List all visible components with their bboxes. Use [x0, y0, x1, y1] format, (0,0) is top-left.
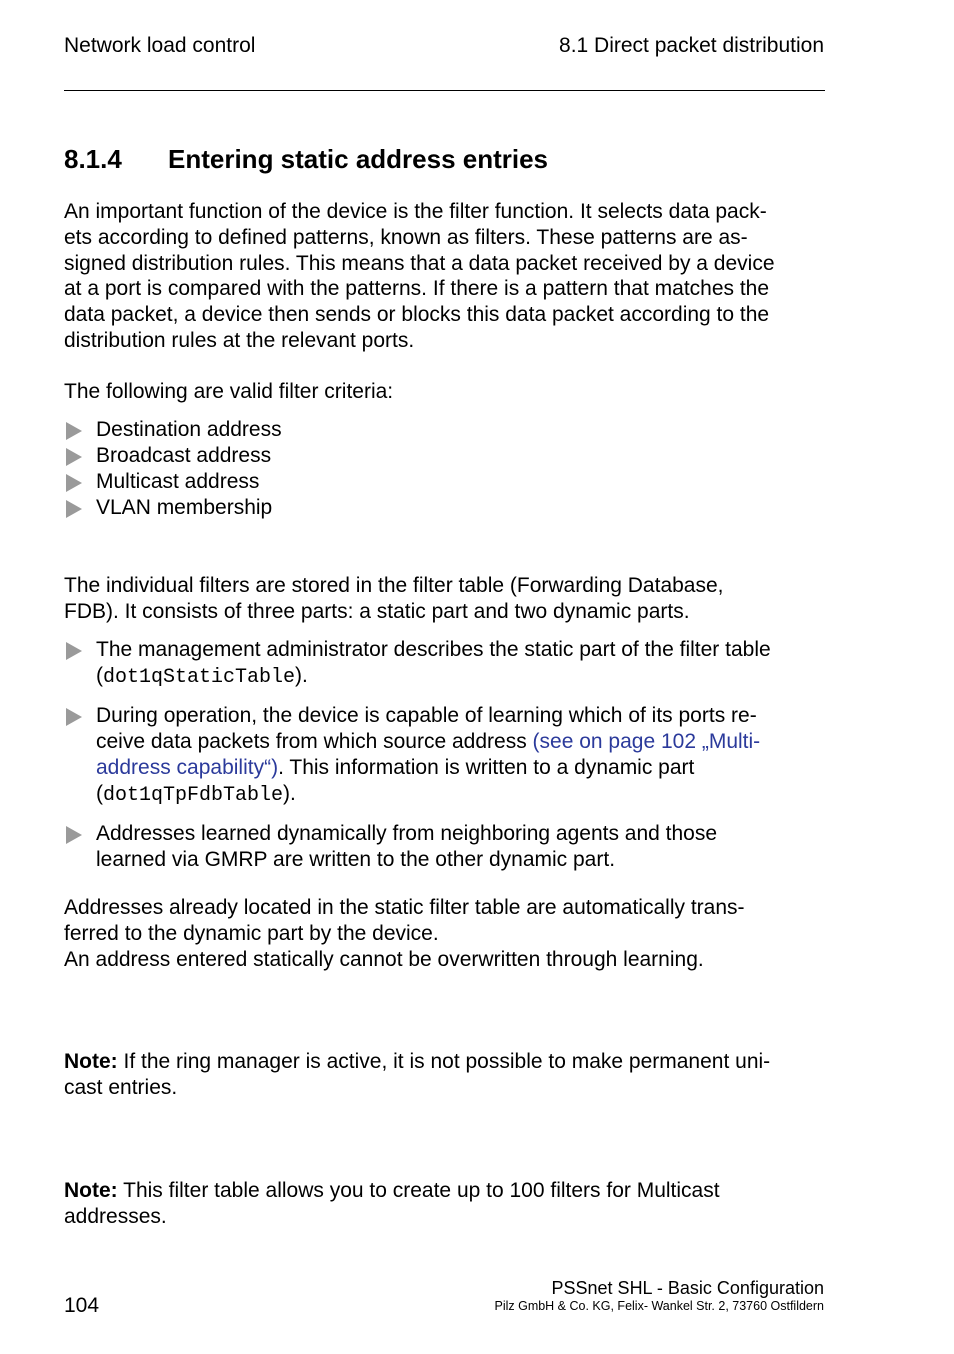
list-item: Destination address	[64, 417, 826, 443]
code-dot1qTpFdbTable: dot1qTpFdbTable	[103, 784, 284, 807]
bullet-triangle-icon	[66, 448, 82, 466]
bullet-triangle-icon	[66, 826, 82, 844]
list-item: Multicast address	[64, 469, 826, 495]
fdb-paragraph: The individual filters are stored in the filter table (Forwarding Database, FDB). It consists of three parts: a static part and two dynamic parts.	[64, 574, 724, 623]
note-label: Note:	[64, 1050, 118, 1073]
cross-reference-link[interactable]: (see on page 102 „Multi- address capability“)	[96, 730, 761, 779]
list-item: VLAN membership	[64, 495, 826, 521]
bullet-triangle-icon	[66, 422, 82, 440]
note-label: Note:	[64, 1179, 118, 1202]
intro-paragraph	[64, 199, 826, 354]
page-number: 104	[64, 1294, 100, 1317]
intro-line: distribution rules at the relevant ports.	[64, 328, 415, 352]
criteria-list	[64, 417, 826, 521]
intro-line: data packet, a device then sends or blocks this data packet according to the	[64, 303, 770, 327]
header-rule	[64, 90, 825, 91]
section-title: Entering static address entries	[168, 144, 549, 174]
bullet-triangle-icon	[66, 500, 82, 518]
footer-document-title: PSSnet SHL - Basic Configuration	[551, 1278, 824, 1298]
running-header-section: 8.1 Direct packet distribution	[559, 34, 824, 57]
bullet-triangle-icon	[66, 642, 82, 660]
criteria-intro: The following are valid filter criteria:	[64, 380, 394, 403]
transfer-paragraph: Addresses already located in the static filter table are automatically trans- ferred to the dynamic part by the device. An address entered statically cannot be overwritten through learning.	[64, 896, 745, 971]
section-number: 8.1.4	[64, 144, 122, 174]
list-item-static-part: The management administrator describes the static part of the filter table (dot1qStaticTable).	[64, 637, 826, 691]
footer-publisher-address: Pilz GmbH & Co. KG, Felix- Wankel Str. 2, 73760 Ostfildern	[494, 1299, 824, 1313]
fdb-parts-list	[64, 637, 826, 873]
intro-line: signed distribution rules. This means that a data packet received by a device	[64, 251, 775, 275]
bullet-triangle-icon	[66, 474, 82, 492]
bullet-triangle-icon	[66, 708, 82, 726]
note-ring-manager: Note: If the ring manager is active, it is not possible to make permanent uni- cast entries.	[64, 1050, 771, 1099]
note-multicast-limit: Note: This filter table allows you to create up to 100 filters for Multicast addresses.	[64, 1179, 720, 1228]
intro-line: An important function of the device is the filter function. It selects data pack-	[64, 200, 767, 223]
list-item-learning: During operation, the device is capable of learning which of its ports re- ceive data packets from which source address (see on page 102 „Multi- address capability“). This information is written to a dynamic part (dot1qTpFdbTable).	[64, 703, 826, 809]
running-header-chapter: Network load control	[64, 34, 256, 57]
intro-line: ets according to defined patterns, known as filters. These patterns are as-	[64, 225, 748, 249]
intro-line: at a port is compared with the patterns. If there is a pattern that matches the	[64, 277, 770, 301]
list-item: Broadcast address	[64, 443, 826, 469]
section-heading	[64, 143, 548, 175]
code-dot1qStaticTable: dot1qStaticTable	[103, 666, 296, 689]
list-item-gmrp: Addresses learned dynamically from neighboring agents and those learned via GMRP are written to the other dynamic part.	[64, 821, 826, 873]
